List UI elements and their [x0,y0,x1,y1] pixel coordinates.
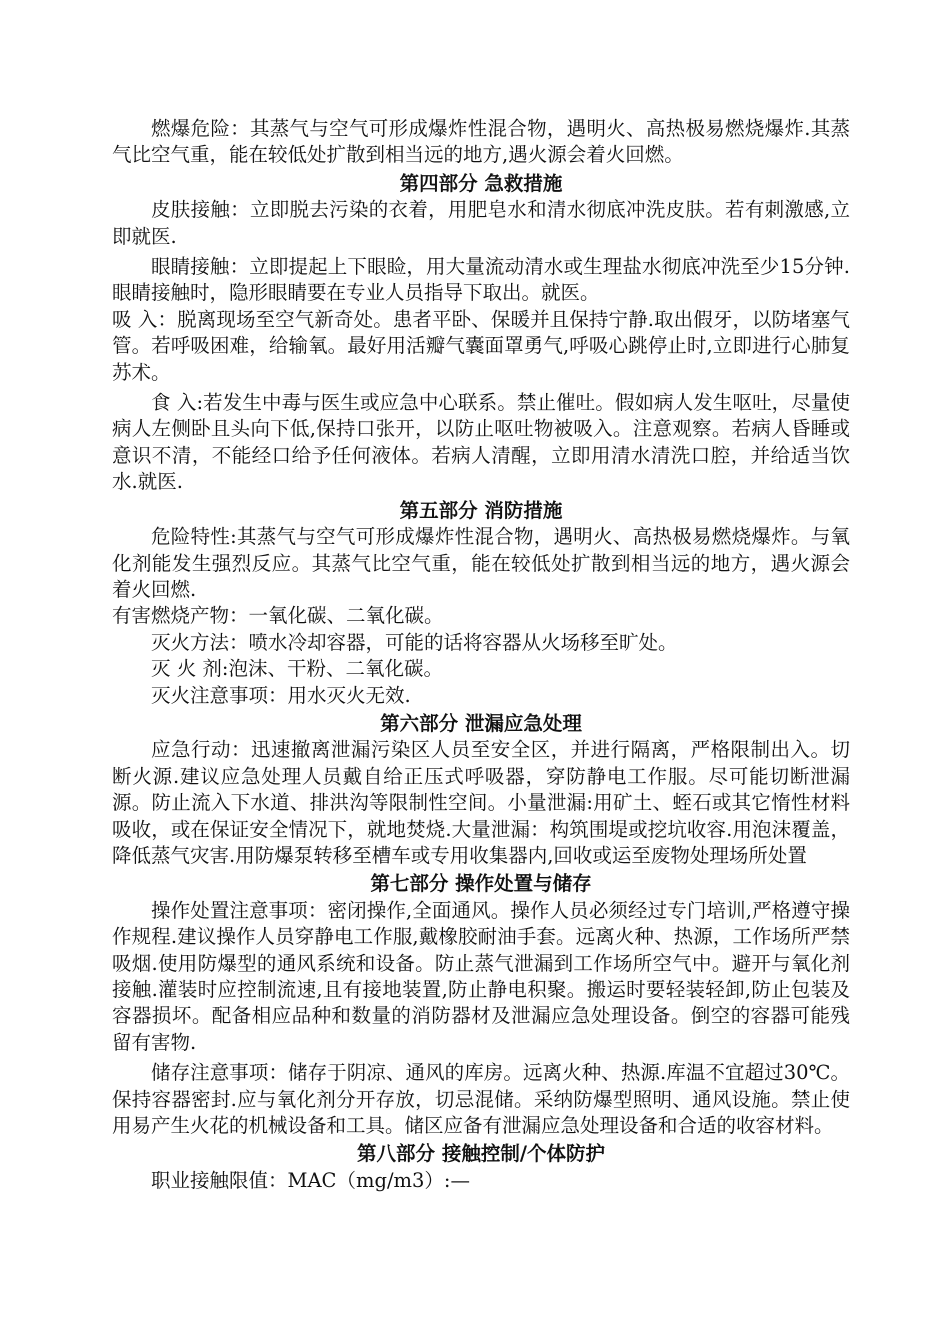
fire-explosion-hazard-paragraph: 燃爆危险：其蒸气与空气可形成爆炸性混合物，遇明火、高热极易燃烧爆炸.其蒸气比空气重，能在较低处扩散到相当远的地方,遇火源会着火回燃。 [112,117,850,167]
exposure-limit-paragraph: 职业接触限值：MAC（mg/m3）:— [151,1168,470,1192]
section-6-title: 第六部分 泄漏应急处理 [380,711,582,735]
section-5-title: 第五部分 消防措施 [399,498,563,522]
hazard-characteristics-paragraph: 危险特性:其蒸气与空气可形成爆炸性混合物，遇明火、高热极易燃烧爆炸。与氧化剂能发生强烈反应。其蒸气比空气重，能在较低处扩散到相当远的地方，遇火源会着火回燃. [112,525,850,601]
skin-contact-paragraph: 皮肤接触：立即脱去污染的衣着，用肥皂水和清水彻底冲洗皮肤。若有刺激感,立即就医. [112,198,850,248]
inhalation-paragraph: 吸 入：脱离现场至空气新奇处。患者平卧、保暖并且保持宁静.取出假牙，以防堵塞气管。若呼吸困难，给输氧。最好用活瓣气囊面罩勇气,呼吸心跳停止时,立即进行心肺复苏术。 [112,307,850,384]
extinguishing-method-paragraph: 灭火方法：喷水冷却容器，可能的话将容器从火场移至旷处。 [151,630,678,654]
combustion-products-paragraph: 有害燃烧产物：一氧化碳、二氧化碳。 [112,604,444,628]
eye-contact-paragraph: 眼睛接触：立即提起上下眼睑，用大量流动清水或生理盐水彻底冲洗至少15分钟.眼睛接触时，隐形眼睛要在专业人员指导下取出。就医。 [112,255,850,305]
section-8-title: 第八部分 接触控制/个体防护 [357,1142,605,1166]
section-4-title: 第四部分 急救措施 [399,171,563,195]
extinguishing-notes-paragraph: 灭火注意事项：用水灭火无效. [151,683,411,707]
storage-notes-paragraph: 储存注意事项：储存于阴凉、通风的库房。远离火种、热源.库温不宜超过30℃。保持容器密封.应与氧化剂分开存放，切忌混储。采纳防爆型照明、通风设施。禁止使用易产生火花的机械设备和工具。储区应备有泄漏应急处理设备和合适的收容材料。 [112,1061,850,1138]
document-page [112,116,850,1194]
section-7-title: 第七部分 操作处置与储存 [370,872,592,896]
emergency-action-paragraph: 应急行动：迅速撤离泄漏污染区人员至安全区，并进行隔离，严格限制出入。切断火源.建议应急处理人员戴自给正压式呼吸器，穿防静电工作服。尽可能切断泄漏源。防止流入下水道、排洪沟等限制性空间。小量泄漏:用矿土、蛭石或其它惰性材料吸收，或在保证安全情况下，就地焚烧.大量泄漏：构筑围堤或挖坑收容.用泡沫覆盖，降低蒸气灾害.用防爆泵转移至槽车或专用收集器内,回收或运至废物处理场所处置 [112,738,850,867]
handling-notes-paragraph: 操作处置注意事项：密闭操作,全面通风。操作人员必须经过专门培训,严格遵守操作规程.建议操作人员穿静电工作服,戴橡胶耐油手套。远离火种、热源，工作场所严禁吸烟.使用防爆型的通风系统和设备。防止蒸气泄漏到工作场所空气中。避开与氧化剂接触.灌装时应控制流速,且有接地装置,防止静电积聚。搬运时要轻装轻卸,防止包装及容器损坏。配备相应品种和数量的消防器材及泄漏应急处理设备。倒空的容器可能残留有害物. [112,898,850,1054]
ingestion-paragraph: 食 入:若发生中毒与医生或应急中心联系。禁止催吐。假如病人发生呕吐，尽量使病人左侧卧且头向下低,保持口张开，以防止呕吐物被吸入。注意观察。若病人昏睡或意识不清，不能经口给予任何液体。若病人清醒，立即用清水清洗口腔，并给适当饮水.就医. [112,391,850,494]
extinguishing-agent-paragraph: 灭 火 剂:泡沫、干粉、二氧化碳。 [151,657,443,681]
